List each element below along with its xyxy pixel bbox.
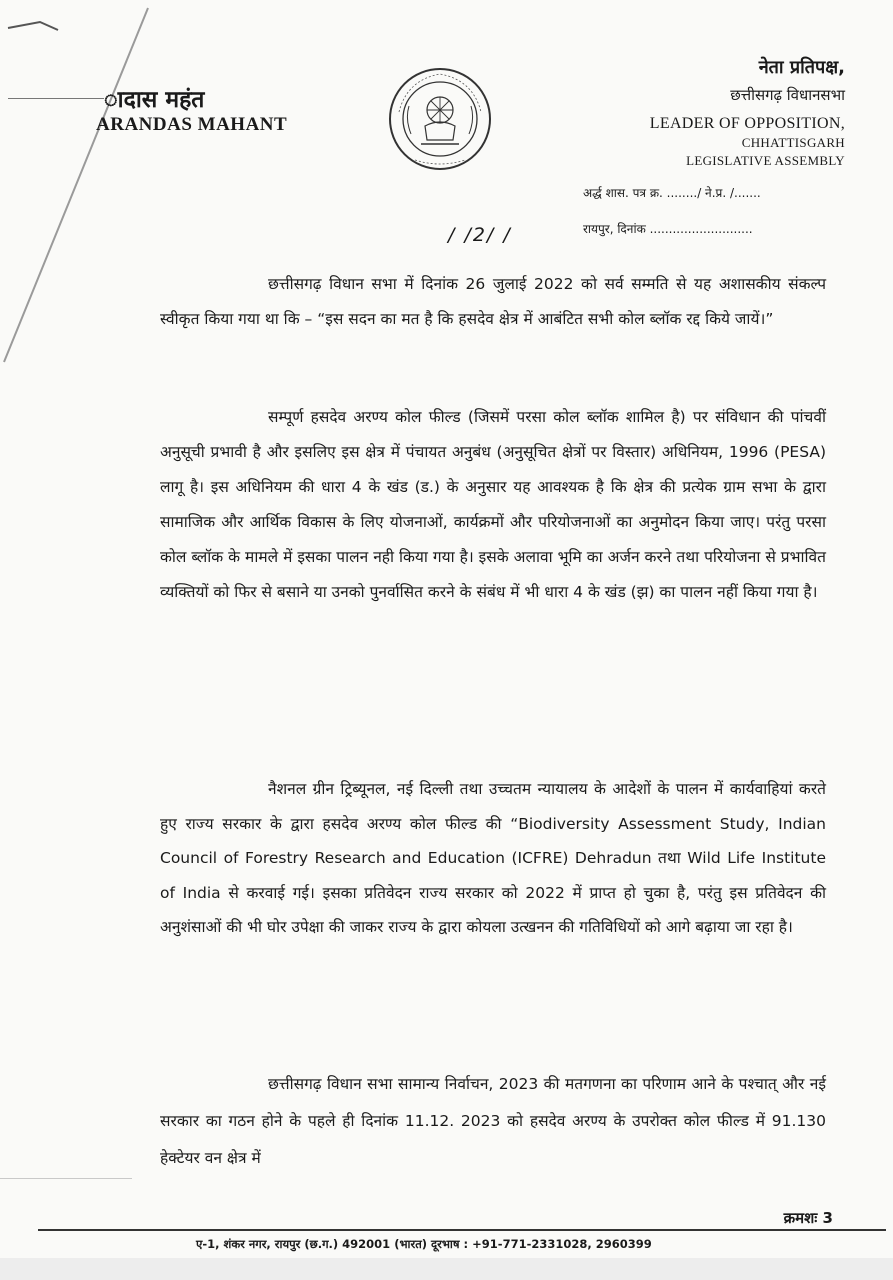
- name-hindi: ादास महंत: [104, 87, 205, 113]
- name-rule: [8, 98, 104, 99]
- continued-marker: क्रमशः 3: [783, 1209, 833, 1227]
- date-line: रायपुर, दिनांक ...........................: [583, 222, 753, 236]
- state-english: CHHATTISGARH: [741, 135, 845, 150]
- letterhead-right: [650, 55, 845, 169]
- page-number: / /2/ /: [448, 224, 512, 246]
- paragraph-ngt-study: नैशनल ग्रीन ट्रिब्यूनल, नई दिल्ली तथा उच्चतम न्यायालय के आदेशों के पालन में कार्यवाहियां करते हुए राज्य सरकार के द्वारा हसदेव अरण्य कोल फील्ड की “Biodiversity Assessment Study, Indian Council of Forestry Research and Education (ICFRE) Dehradun तथा Wild Life Institute of India से करवाई गई। इसका प्रतिवेदन राज्य सरकार को 2022 में प्राप्त हो चुका है, परंतु इस प्रतिवेदन की अनुशंसाओं की भी घोर उपेक्षा की जाकर राज्य के द्वारा कोयला उत्खनन की गतिविधियों को आगे बढ़ाया जा रहा है।: [160, 780, 826, 936]
- assembly-english: LEGISLATIVE ASSEMBLY: [686, 153, 845, 168]
- title-hindi: नेता प्रतिपक्ष,: [758, 57, 845, 78]
- reference-number: अर्द्ध शास. पत्र क्र. ......../ ने.प्र. /.......: [583, 186, 761, 200]
- assembly-emblem-icon: [385, 66, 495, 172]
- footer-address: ए-1, शंकर नगर, रायपुर (छ.ग.) 492001 (भारत) दूरभाष : +91-771-2331028, 2960399: [196, 1237, 652, 1251]
- bottom-strip: [0, 1258, 893, 1280]
- name-english: ARANDAS MAHANT: [96, 114, 288, 135]
- margin-rule: [0, 1178, 132, 1179]
- footer-rule: [38, 1229, 886, 1231]
- assembly-hindi: छत्तीसगढ़ विधानसभा: [730, 86, 845, 104]
- paragraph-pesa: सम्पूर्ण हसदेव अरण्य कोल फील्ड (जिसमें परसा कोल ब्लॉक शामिल है) पर संविधान की पांचवीं अनुसूची प्रभावी है और इसलिए इस क्षेत्र में पंचायत अनुबंध (अनुसूचित क्षेत्रों पर विस्तार) अधिनियम, 1996 (PESA) लागू है। इस अधिनियम की धारा 4 के खंड (ड.) के अनुसार यह आवश्यक है कि क्षेत्र की प्रत्येक ग्राम सभा के द्वारा सामाजिक और आर्थिक विकास के लिए योजनाओं, कार्यक्रमों और परियोजनाओं का अनुमोदन किया जाए। परंतु परसा कोल ब्लॉक के मामले में इसका पालन नही किया गया है। इसके अलावा भूमि का अर्जन करने तथा परियोजना से प्रभावित व्यक्तियों को फिर से बसाने या उनको पुनर्वासित करने के संबंध में भी धारा 4 के खंड (झ) का पालन नहीं किया गया है।: [160, 408, 826, 601]
- paragraph-election: छत्तीसगढ़ विधान सभा सामान्य निर्वाचन, 2023 की मतगणना का परिणाम आने के पश्चात् और नई सरकार का गठन होने के पहले ही दिनांक 11.12. 2023 को हसदेव अरण्य के उपरोक्त कोल फील्ड में 91.130 हेक्टेयर वन क्षेत्र में: [160, 1075, 826, 1167]
- paragraph-resolution: छत्तीसगढ़ विधान सभा में दिनांक 26 जुलाई 2022 को सर्व सम्मति से यह अशासकीय संकल्प स्वीकृत किया गया था कि – “इस सदन का मत है कि हसदेव क्षेत्र में आबंटित सभी कोल ब्लॉक रद्द किये जायें।”: [160, 275, 826, 328]
- title-english: LEADER OF OPPOSITION,: [649, 115, 845, 132]
